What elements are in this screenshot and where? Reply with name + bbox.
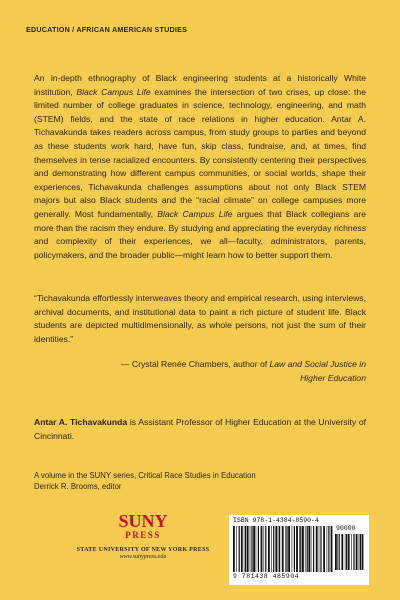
attribution-book-title: Law and Social Justice in Higher Education xyxy=(269,359,366,383)
barcode-bar xyxy=(346,534,347,570)
barcode-bar xyxy=(251,526,252,572)
attribution-text: — Crystal Renée Chambers, author of xyxy=(120,359,270,369)
barcode-bar xyxy=(328,526,329,572)
barcode-bar xyxy=(341,534,343,570)
barcode-bar xyxy=(305,526,306,572)
barcode-bar xyxy=(359,534,360,570)
author-name: Antar A. Tichavakunda xyxy=(34,417,128,427)
barcode-bar xyxy=(275,526,277,572)
barcode-bar xyxy=(264,526,265,572)
category-label: EDUCATION / AFRICAN AMERICAN STUDIES xyxy=(26,25,188,34)
series-title: A volume in the SUNY series, Critical Race Studies in Education xyxy=(34,471,256,480)
barcode-bar xyxy=(300,526,301,572)
barcode-bar xyxy=(323,526,325,572)
publisher-block xyxy=(58,510,228,560)
barcode-bar xyxy=(239,526,240,572)
barcode-bar xyxy=(311,526,312,572)
barcode-bar xyxy=(351,534,352,570)
barcode-bar xyxy=(282,526,284,572)
barcode-bar xyxy=(241,526,243,572)
barcode-bar xyxy=(244,526,245,572)
barcode-bar xyxy=(345,534,346,570)
svg-text:SUNY: SUNY xyxy=(118,511,168,531)
endorsement-attribution xyxy=(100,358,366,385)
barcode-bar xyxy=(286,526,287,572)
svg-text:PRESS: PRESS xyxy=(125,530,161,540)
barcode-bar xyxy=(265,526,266,572)
barcode-bar xyxy=(233,526,235,572)
barcode-bar xyxy=(236,526,237,572)
author-bio xyxy=(34,416,366,443)
endorsement-quote: “Tichavakunda effortlessly interweaves theory and empirical research, using interviews, archival documents, and institutional data to paint a rich picture of student life. Black students are depicted multidimensionally, as whole persons, not just the sum of their identities.” xyxy=(34,293,366,344)
barcode-bar xyxy=(313,526,314,572)
description-text: examines the intersection of two crises, up close: the limited number of college graduates in science, technology, engineering, and math (STEM) fields, and the state of race relations in higher education. Antar A. Tichavakunda takes readers across campus, from study groups to parties and beyond as these students work hard, have fun, skip class, fundraise, and, at times, find themselves in tense racialized encounters. By consistently centering their perspectives and demonstrating how different campus communities, or social worlds, shape their experiences, Tichavakunda challenges assumptions about not only Black STEM majors but also Black students and the “racial climate” on college campuses more generally. Most fundamentally, xyxy=(34,86,366,219)
barcode-bar xyxy=(292,526,293,572)
barcode-bar xyxy=(327,526,328,572)
book-title-italic: Black Campus Life xyxy=(157,208,233,219)
barcode-bar xyxy=(296,526,298,572)
barcode-bar xyxy=(250,526,251,572)
price-barcode-icon xyxy=(335,534,365,574)
barcode-bar xyxy=(288,526,290,572)
description-text: An in-depth ethnography of Black engineering students at a historically White institution, xyxy=(34,73,366,97)
barcode-bar xyxy=(247,526,249,572)
book-description xyxy=(34,72,366,262)
barcode-bar xyxy=(279,526,280,572)
barcode-bar xyxy=(308,526,310,572)
description-text: argues that Black collegians are more than the racism they endure. By studying and appreciating the everyday richness and complexity of their experiences, we all—faculty, administrators, parents, policymakers, and the broader public—might learn how to better support them. xyxy=(34,208,366,260)
series-editor: Derrick R. Brooms, editor xyxy=(34,482,122,491)
barcode-bar xyxy=(356,534,358,570)
barcode-bar xyxy=(299,526,300,572)
barcode-bar xyxy=(245,526,246,572)
barcode-bar xyxy=(258,526,259,572)
barcode-bar xyxy=(256,526,257,572)
barcode-bar xyxy=(273,526,274,572)
barcode-bar xyxy=(253,526,255,572)
barcode-icon xyxy=(233,526,333,572)
barcode-digits: 9 781438 485904 xyxy=(233,573,300,580)
barcode-bar xyxy=(261,526,263,572)
publisher-url[interactable]: www.sunypress.edu xyxy=(119,554,167,560)
barcode-bar xyxy=(337,534,338,570)
barcode-bar xyxy=(362,534,364,570)
isbn-barcode xyxy=(229,515,369,585)
barcode-bar xyxy=(331,526,333,572)
barcode-bar xyxy=(278,526,279,572)
barcode-bar xyxy=(302,526,304,572)
barcode-bar xyxy=(285,526,286,572)
author-bio-text: is Assistant Professor of Higher Education at the University of Cincinnati. xyxy=(34,417,366,441)
barcode-bar xyxy=(348,534,350,570)
barcode-bar xyxy=(320,526,321,572)
publisher-name: STATE UNIVERSITY OF NEW YORK PRESS xyxy=(76,547,210,553)
barcode-bar xyxy=(353,534,354,570)
series-note xyxy=(34,470,366,492)
isbn-number: ISBN 978-1-4384-8590-4 xyxy=(233,517,319,524)
barcode-bar xyxy=(294,526,295,572)
barcode-bar xyxy=(319,526,320,572)
book-title-italic: Black Campus Life xyxy=(76,86,151,97)
barcode-bar xyxy=(360,534,361,570)
barcode-bar xyxy=(268,526,270,572)
barcode-bar xyxy=(271,526,272,572)
barcode-bar xyxy=(316,526,318,572)
barcode-bar xyxy=(339,534,340,570)
barcode-bar xyxy=(335,534,337,570)
suny-press-logo-icon xyxy=(108,510,178,540)
price-code: 90000 xyxy=(336,525,356,532)
barcode-bar xyxy=(307,526,308,572)
